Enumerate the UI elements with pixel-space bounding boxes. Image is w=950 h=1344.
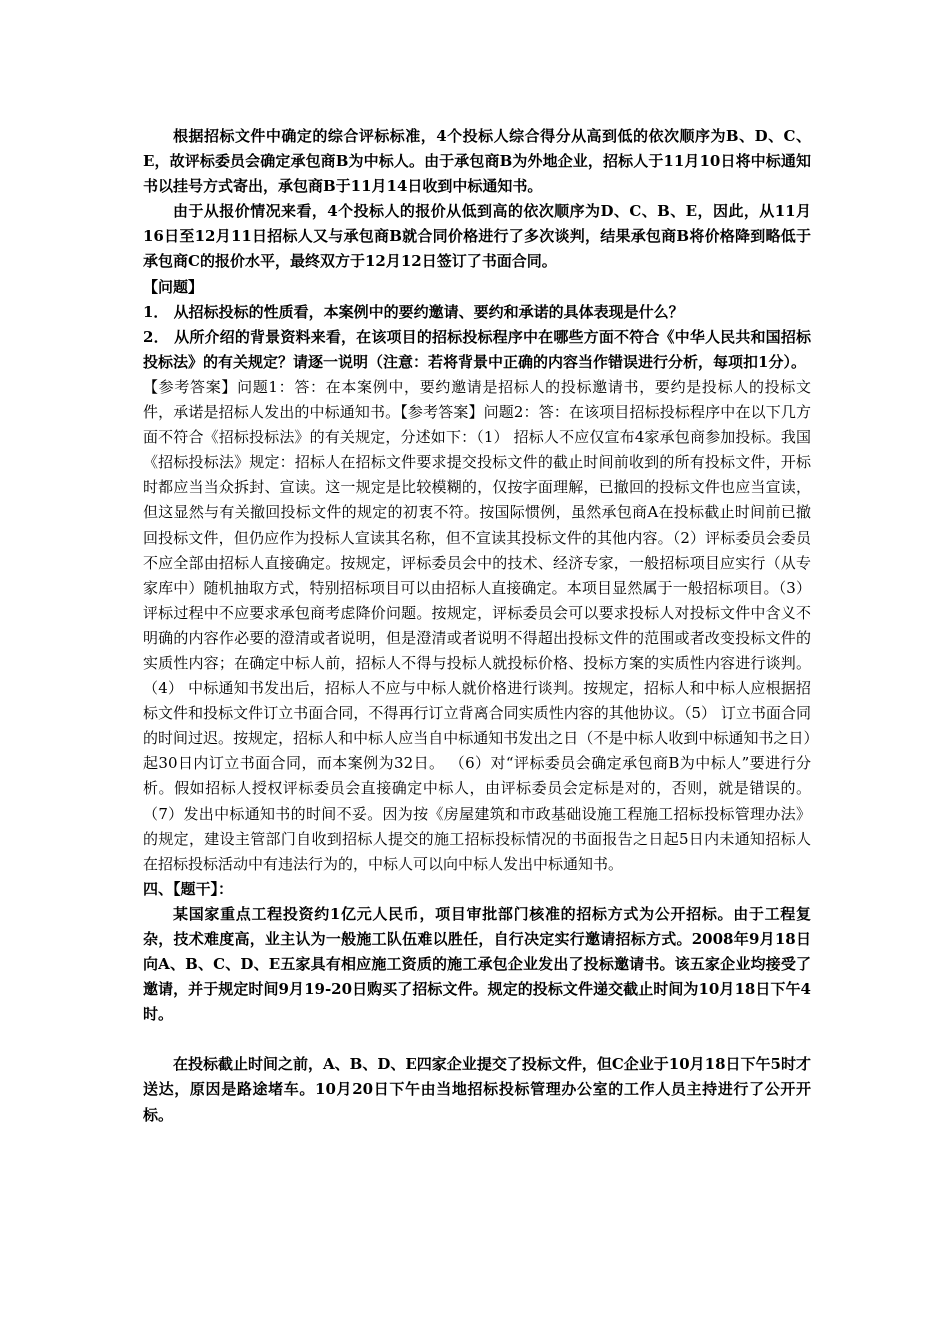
document-body	[143, 124, 811, 1128]
question-2: 2． 从所介绍的背景资料来看，在该项目的招标投标程序中在哪些方面不符合《中华人民共和国招标投标法》的有关规定？请逐一说明（注意：若将背景中正确的内容当作错误进行分析，每项扣1分）。	[143, 327, 811, 371]
paragraph-bid-opening: 在投标截止时间之前，A、B、D、E四家企业提交了投标文件，但C企业于10月18日下午5时才送达，原因是路途堵车。10月20日下午由当地招标投标管理办公室的工作人员主持进行了公开开标。	[143, 1055, 811, 1124]
section-4-heading: 四、【题干】：	[143, 879, 234, 898]
question-1: 1． 从招标投标的性质看，本案例中的要约邀请、要约和承诺的具体表现是什么？	[143, 302, 684, 321]
reference-answer: 【参考答案】问题1：答：在本案例中，要约邀请是招标人的投标邀请书，要约是投标人的投标文件，承诺是招标人发出的中标通知书。【参考答案】问题2：答：在该项目招标投标程序中在以下几方面不符合《招标投标法》的有关规定，分述如下：（1） 招标人不应仅宣布4家承包商参加投标。我国《招标投标法》规定：招标人在招标文件要求提交投标文件的截止时间前收到的所有投标文件，开标时都应当当众拆封、宣读。这一规定是比较模糊的，仅按字面理解，已撤回的投标文件也应当宣读，但这显然与有关撤回投标文件的规定的初衷不符。按国际惯例，虽然承包商A在投标截止时间前已撤回投标文件，但仍应作为投标人宣读其名称，但不宣读其投标文件的其他内容。（2）评标委员会委员不应全部由招标人直接确定。按规定，评标委员会中的技术、经济专家，一般招标项目应实行（从专家库中）随机抽取方式，特别招标项目可以由招标人直接确定。本项目显然属于一般招标项目。（3） 评标过程中不应要求承包商考虑降价问题。按规定，评标委员会可以要求投标人对投标文件中含义不明确的内容作必要的澄清或者说明，但是澄清或者说明不得超出投标文件的范围或者改变投标文件的实质性内容；在确定中标人前，招标人不得与投标人就投标价格、投标方案的实质性内容进行谈判。（4） 中标通知书发出后，招标人不应与中标人就价格进行谈判。按规定，招标人和中标人应根据招标文件和投标文件订立书面合同，不得再行订立背离合同实质性内容的其他协议。（5） 订立书面合同的时间过迟。按规定，招标人和中标人应当自中标通知书发出之日（不是中标人收到中标通知书之日）起30日内订立书面合同，而本案例为32日。 （6）对“评标委员会确定承包商B为中标人”要进行分析。假如招标人授权评标委员会直接确定中标人，由评标委员会定标是对的，否则，就是错误的。 （7）发出中标通知书的时间不妥。因为按《房屋建筑和市政基础设施工程施工招标投标管理办法》的规定，建设主管部门自收到招标人提交的施工招标投标情况的书面报告之日起5日内未通知招标人在招标投标活动中有违法行为的，中标人可以向中标人发出中标通知书。	[143, 377, 811, 873]
paragraph-evaluation-result: 根据招标文件中确定的综合评标标准，4个投标人综合得分从高到低的依次顺序为B、D、C、E，故评标委员会确定承包商B为中标人。由于承包商B为外地企业，招标人于11月10日将中标通知书以挂号方式寄出，承包商B于11月14日收到中标通知书。	[143, 127, 811, 196]
paragraph-project-background: 某国家重点工程投资约1亿元人民币，项目审批部门核准的招标方式为公开招标。由于工程复杂，技术难度高，业主认为一般施工队伍难以胜任，自行决定实行邀请招标方式。2008年9月18日向A、B、C、D、E五家具有相应施工资质的施工承包企业发出了投标邀请书。该五家企业均接受了邀请，并于规定时间9月19-20日购买了招标文件。规定的投标文件递交截止时间为10月18日下午4时。	[143, 904, 811, 1024]
blank-line	[143, 1027, 811, 1052]
paragraph-price-negotiation: 由于从报价情况来看，4个投标人的报价从低到高的依次顺序为D、C、B、E，因此，从11月16日至12月11日招标人又与承包商B就合同价格进行了多次谈判，结果承包商B将价格降到略低于承包商C的报价水平，最终双方于12月12日签订了书面合同。	[143, 202, 811, 271]
questions-heading: 【问题】	[143, 277, 204, 296]
